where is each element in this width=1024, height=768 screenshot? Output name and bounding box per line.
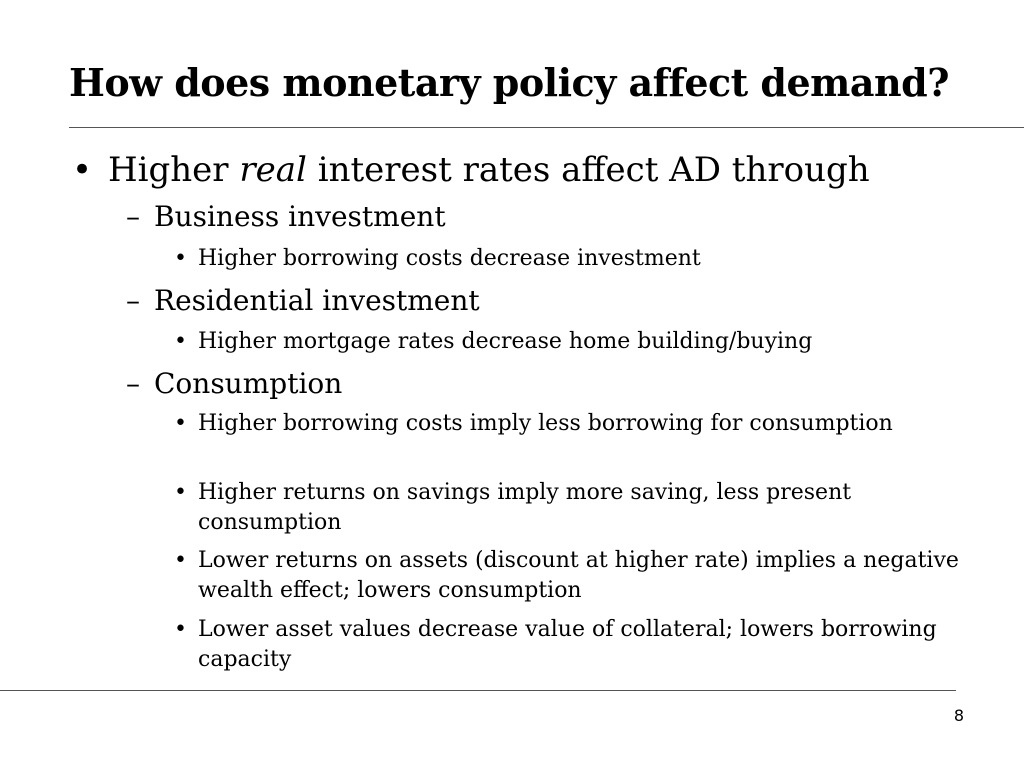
bullet-main-text (108, 148, 870, 192)
dot-marker: • (174, 411, 187, 436)
slide-title: How does monetary policy affect demand? (69, 60, 949, 105)
detail-text: Lower asset values decrease value of collateral; lowers borrowing capacity (198, 617, 937, 672)
dash-marker: – (126, 200, 140, 233)
detail-text: Lower returns on assets (discount at higher rate) implies a negative wealth effect; lowers consumption (198, 548, 959, 603)
dot-marker: • (174, 246, 187, 271)
detail-text: Higher borrowing costs imply less borrowing for consumption (198, 411, 893, 436)
bullet-main-emphasis: real (239, 150, 307, 190)
subbullet-text: Consumption (154, 367, 343, 400)
subbullet-text: Residential investment (154, 284, 480, 317)
footer-divider (0, 690, 956, 691)
bullet-marker: • (72, 150, 93, 190)
dot-marker: • (174, 329, 187, 354)
dot-marker: • (174, 617, 187, 642)
dot-marker: • (174, 548, 187, 573)
dot-marker: • (174, 480, 187, 505)
bullet-main-prefix: Higher (108, 150, 240, 190)
dash-marker: – (126, 367, 140, 400)
page-number: 8 (953, 706, 964, 725)
bullet-main-suffix: interest rates affect AD through (306, 150, 870, 190)
detail-text: Higher returns on savings imply more saving, less present consumption (198, 480, 852, 535)
dash-marker: – (126, 284, 140, 317)
subbullet-text: Business investment (154, 200, 446, 233)
detail-text: Higher borrowing costs decrease investment (198, 246, 701, 271)
detail-text: Higher mortgage rates decrease home building/buying (198, 329, 813, 354)
